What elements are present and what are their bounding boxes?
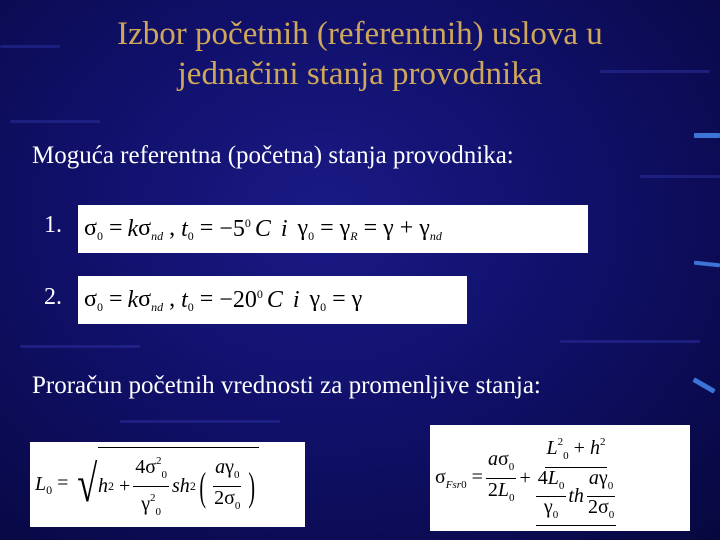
eq1-k: k [127,215,139,242]
eq2-unit: C [266,286,283,313]
title-line-2: jednačini stanja provodnika [177,56,543,92]
equation-2: $\sigma_0$ = k $\sigma_{nd}$ , t $_0$ = −20 $^0$ C i $\gamma_0 = \gamma$ [78,276,467,324]
formula-sigma-fsr0: $\sigma_{Fsr0}$ = $\frac{a\sigma_0}{2L_0}$ + $L^2_0 + h^2$ $\frac{4L_0}{\gamma_0}$ th $\frac{a\gamma_0}{2\sigma_0}$ [430,425,690,531]
formula-l0: L $_0$ = √ h 2 + $\frac{4\sigma^2_0}{\gamma^2_0}$ sh 2 ( $\frac{a\gamma_0}{2\sigma_0}$ ) [30,442,305,527]
decor-streak [560,340,700,343]
eq1-conj: i [280,215,288,242]
intro-text: Moguća referentna (početna) stanja provodnika: [32,142,514,169]
slide-title [0,14,720,94]
item-2-number: 2. [44,284,62,310]
equation-1: $\sigma_0$ = k $\sigma_{nd}$ , t $_0$ = −5 $^0$ C i $\gamma_0 = \gamma_R = \gamma + \gamma_{nd}$ [78,205,588,253]
eq2-conj: i [292,286,300,313]
eq2-t-value: −20 [219,286,257,313]
decor-streak [640,175,720,178]
item-1-number: 1. [44,212,62,238]
calculation-text: Proračun početnih vrednosti za promenljive stanja: [32,372,541,399]
title-line-1: Izbor početnih (referentnih) uslova u [117,16,603,52]
decor-streak [10,120,100,123]
decor-streak [120,420,280,423]
eq1-t-value: −5 [219,215,245,242]
decor-accent [694,133,720,138]
decor-streak [20,345,140,348]
eq2-k: k [127,286,139,313]
eq1-unit: C [254,215,271,242]
